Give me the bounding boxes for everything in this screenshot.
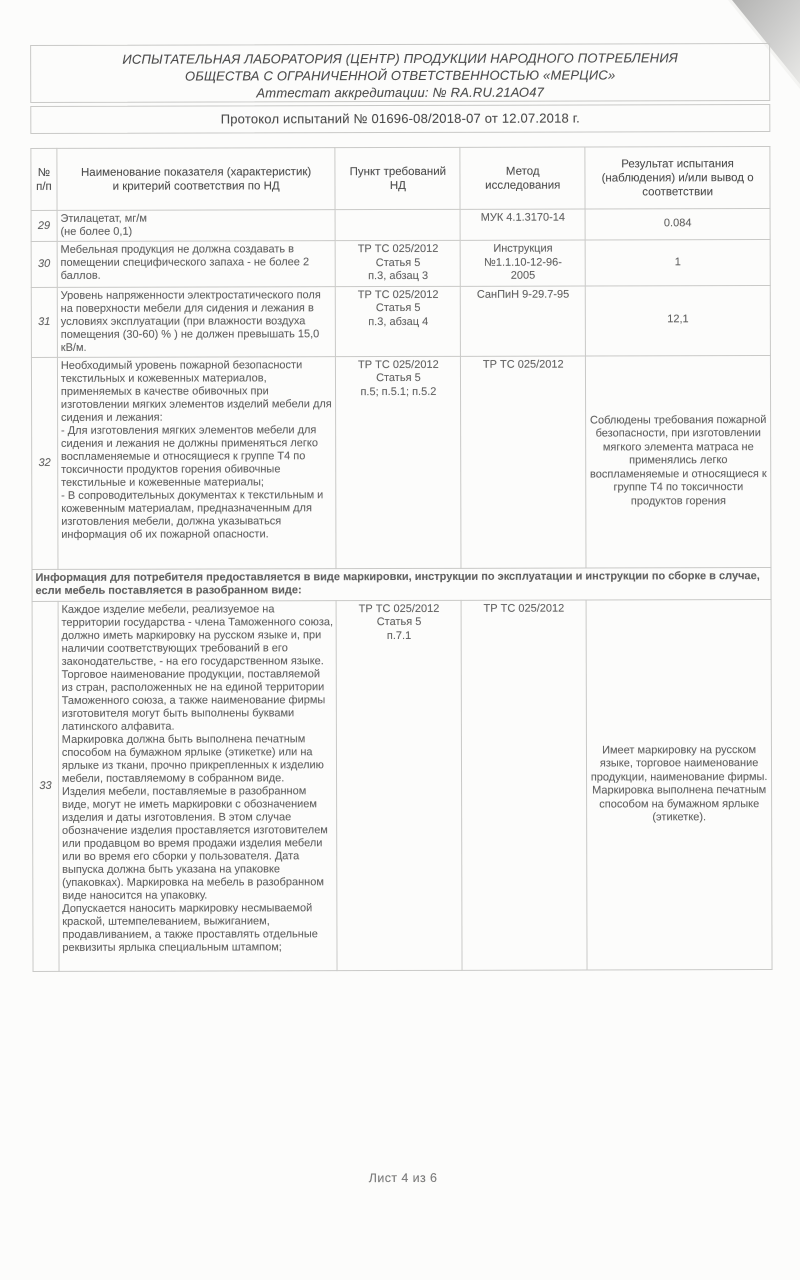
cell-indicator-name: Этилацетат, мг/м (не более 0,1) (57, 210, 336, 242)
cell-row-number: 31 (31, 287, 57, 357)
column-header-0: № п/п (31, 148, 57, 210)
cell-requirement-clause: ТР ТС 025/2012 Статья 5 п.5; п.5.1; п.5.2 (336, 356, 461, 568)
document-content (30, 0, 773, 1185)
test-results-table (30, 146, 772, 971)
cell-test-result: 12,1 (585, 285, 770, 355)
cell-test-result: Имеет маркировку на русском языке, торговое наименование продукции, наименование фирмы. Маркировка выполнена печатным способом на бумажном ярлыке (этикетке). (586, 599, 772, 969)
column-header-3: Метод исследования (460, 147, 585, 209)
cell-test-method: СанПиН 9-29.7-95 (461, 286, 586, 356)
column-header-1: Наименование показателя (характеристик) и критерий соответствия по НД (57, 148, 336, 211)
cell-test-result: 0.084 (585, 209, 770, 240)
cell-test-method: ТР ТС 025/2012 (461, 356, 586, 568)
table-row-29 (31, 209, 770, 242)
cell-indicator-name: Каждое изделие мебели, реализуемое на территории государства - члена Таможенного союза, должно иметь маркировку на русском языке и, при наличии соответствующих требований в его законодательстве, - на его государственном языке. Торговое наименование продукции, поставляемой из стран, расположенных не на единой территории Таможенного союза, а также наименование фирмы изготовителя могут быть выполнены буквами латинского алфавита. Маркировка должна быть выполнена печатным способом на бумажном ярлыке (этикетке) или на ярлыке из ткани, прочно прикрепленных к изделию мебели, поставляемому в собранном виде. Изделия мебели, поставляемые в разобранном виде, могут не иметь маркировки с обозначением изделия и даты изготовления. В этом случае обозначение изделия проставляется изготовителем или продавцом во время продажи изделия мебели или во время его сборки у пользователя. Дата выпуска должна быть указана на упаковке (упаковках). Маркировка на мебель в разобранном виде наносится на упаковку. Допускается наносить маркировку несмываемой краской, штемпелеванием, выжиганием, продавливанием, а также проставлять отдельные реквизиты ярлыка специальным штампом; (58, 600, 338, 971)
lab-name-line1: ИСПЫТАТЕЛЬНАЯ ЛАБОРАТОРИЯ (ЦЕНТР) ПРОДУКЦИИ НАРОДНОГО ПОТРЕБЛЕНИЯ (122, 50, 678, 67)
cell-indicator-name: Уровень напряженности электростатического поля на поверхности мебели для сидения и лежания в условиях эксплуатации (при влажности воздуха помещения (30-60) % ) не должен превышать 15,0 кВ/м. (57, 286, 336, 357)
cell-indicator-name: Мебельная продукция не должна создавать в помещении специфического запаха - не более 2 баллов. (57, 241, 336, 287)
table-header-row (31, 147, 770, 211)
protocol-number-box (30, 104, 770, 134)
lab-name-line2: ОБЩЕСТВА С ОГРАНИЧЕННОЙ ОТВЕТСТВЕННОСТЬЮ «МЕРЦИС» (184, 67, 616, 84)
table-header (31, 147, 770, 211)
table-row-33 (32, 599, 772, 971)
cell-row-number: 32 (31, 357, 57, 569)
column-header-2: Пункт требований НД (335, 147, 460, 209)
accreditation-line: Аттестат аккредитации: № RA.RU.21АО47 (256, 84, 545, 101)
info-row-text: Информация для потребителя предоставляется в виде маркировки, инструкции по эксплуатации и инструкции по сборке в случае, если мебель поставляется в разобранном виде: (32, 567, 771, 601)
lab-header-box (30, 43, 770, 103)
cell-row-number: 33 (32, 601, 59, 971)
cell-requirement-clause: ТР ТС 025/2012 Статья 5 п.7.1 (337, 600, 463, 970)
cell-requirement-clause (336, 209, 461, 240)
cell-test-method: ТР ТС 025/2012 (461, 600, 587, 970)
table-row-32 (31, 355, 771, 569)
cell-row-number: 29 (31, 210, 57, 241)
cell-test-result: Соблюдены требования пожарной безопасности, при изготовлении мягкого элемента матраса не применялись легко воспламеняемые и относящиеся к группе Т4 по токсичности продуктов горения (586, 355, 771, 567)
table-row-31 (31, 285, 770, 357)
column-header-4: Результат испытания (наблюдения) и/или вывод о соответствии (585, 147, 770, 209)
cell-requirement-clause: ТР ТС 025/2012 Статья 5 п.3, абзац 4 (336, 286, 461, 356)
cell-indicator-name: Необходимый уровень пожарной безопасности текстильных и кожевенных материалов, применяемых в качестве обивочных при изготовлении мягких элементов изделий мебели для сидения и лежания: - Для изготовления мягких элементов мебели для сидения и лежания не должны применяться легко воспламеняемые и относящиеся к группе Т4 по токсичности продуктов горения обивочные текстильные и кожевенные материалы; - В сопроводительных документах к текстильным и кожевенным материалам, предназначенным для изготовления мебели, должна указываться информация об их пожарной опасности. (57, 356, 336, 569)
protocol-number-line: Протокол испытаний № 01696-08/2018-07 от 12.07.2018 г. (220, 110, 580, 127)
cell-test-method: МУК 4.1.3170-14 (460, 209, 585, 240)
cell-requirement-clause: ТР ТС 025/2012 Статья 5 п.3, абзац 3 (336, 240, 461, 286)
table-row-30 (31, 240, 770, 287)
cell-test-method: Инструкция №1.1.10-12-96- 2005 (460, 240, 585, 286)
cell-test-result: 1 (585, 240, 770, 286)
table-info-row (32, 567, 771, 601)
page-footer: Лист 4 из 6 (368, 1170, 438, 1185)
cell-row-number: 30 (31, 241, 57, 287)
